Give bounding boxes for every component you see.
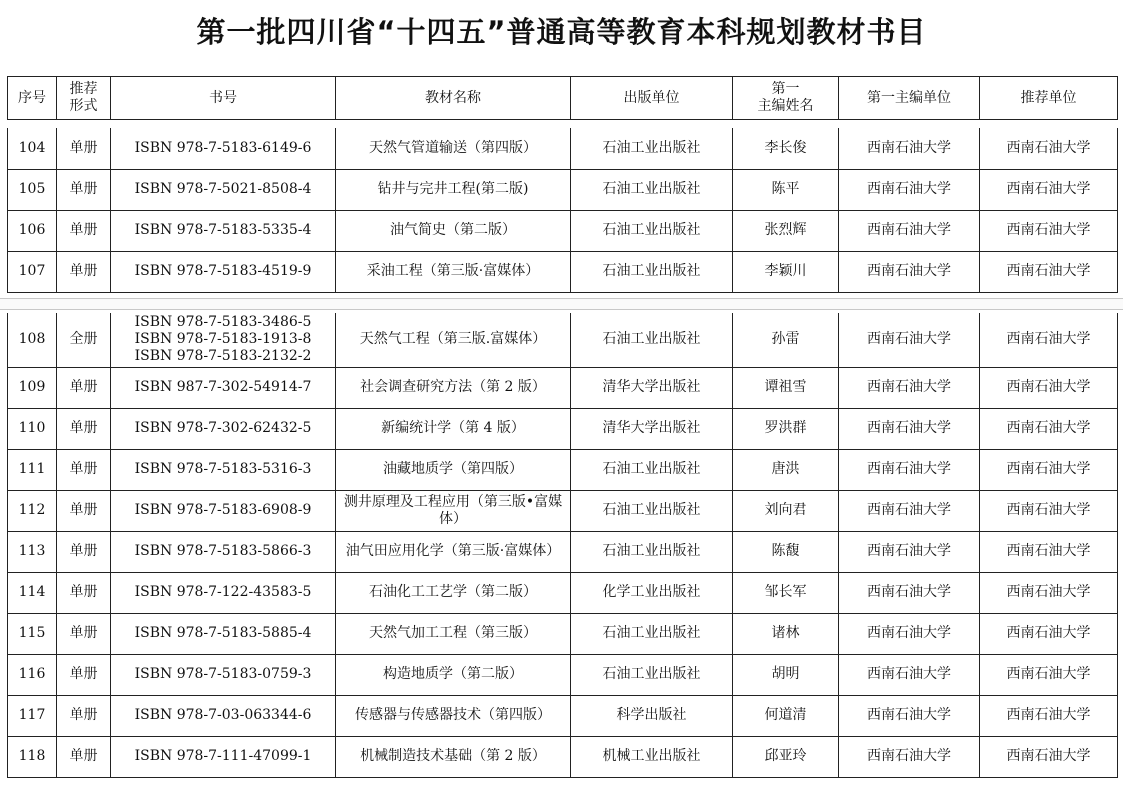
cell-form: 单册 — [57, 408, 111, 449]
cell-editor-unit: 西南石油大学 — [839, 695, 980, 736]
cell-recommender: 西南石油大学 — [980, 408, 1118, 449]
cell-form: 单册 — [57, 572, 111, 613]
cell-editor-unit: 西南石油大学 — [839, 449, 980, 490]
cell-recommender: 西南石油大学 — [980, 128, 1118, 169]
cell-recommender: 西南石油大学 — [980, 572, 1118, 613]
table-row — [8, 128, 1118, 169]
cell-name: 油气田应用化学（第三版·富媒体） — [336, 531, 571, 572]
cell-isbn: ISBN 978-7-302-62432-5 — [111, 408, 336, 449]
table-row — [8, 169, 1118, 210]
cell-form: 单册 — [57, 613, 111, 654]
header-recommender: 推荐单位 — [980, 77, 1118, 120]
page-break — [0, 298, 1123, 310]
cell-publisher: 石油工业出版社 — [571, 128, 733, 169]
cell-editor-unit: 西南石油大学 — [839, 572, 980, 613]
cell-seq: 105 — [8, 169, 57, 210]
cell-editor: 邱亚玲 — [733, 736, 839, 777]
cell-seq: 118 — [8, 736, 57, 777]
cell-recommender: 西南石油大学 — [980, 449, 1118, 490]
cell-publisher: 清华大学出版社 — [571, 367, 733, 408]
cell-isbn: ISBN 978-7-5183-6908-9 — [111, 490, 336, 531]
cell-form: 单册 — [57, 695, 111, 736]
cell-publisher: 石油工业出版社 — [571, 169, 733, 210]
table-row — [8, 313, 1118, 367]
cell-publisher: 石油工业出版社 — [571, 531, 733, 572]
cell-form: 单册 — [57, 210, 111, 251]
table-row — [8, 367, 1118, 408]
cell-editor: 李颖川 — [733, 251, 839, 292]
header-isbn: 书号 — [111, 77, 336, 120]
cell-form: 单册 — [57, 654, 111, 695]
cell-isbn: ISBN 978-7-5183-0759-3 — [111, 654, 336, 695]
cell-publisher: 化学工业出版社 — [571, 572, 733, 613]
cell-recommender: 西南石油大学 — [980, 169, 1118, 210]
cell-name: 天然气管道输送（第四版） — [336, 128, 571, 169]
cell-name: 钻井与完井工程(第二版) — [336, 169, 571, 210]
cell-editor: 胡明 — [733, 654, 839, 695]
cell-editor: 邹长军 — [733, 572, 839, 613]
cell-editor-unit: 西南石油大学 — [839, 169, 980, 210]
cell-seq: 110 — [8, 408, 57, 449]
cell-editor-unit: 西南石油大学 — [839, 736, 980, 777]
table-block-b — [7, 313, 1118, 778]
cell-recommender: 西南石油大学 — [980, 251, 1118, 292]
cell-editor: 张烈辉 — [733, 210, 839, 251]
table-row — [8, 654, 1118, 695]
cell-recommender: 西南石油大学 — [980, 367, 1118, 408]
cell-editor-unit: 西南石油大学 — [839, 613, 980, 654]
cell-name: 采油工程（第三版·富媒体） — [336, 251, 571, 292]
cell-seq: 113 — [8, 531, 57, 572]
cell-name: 构造地质学（第二版） — [336, 654, 571, 695]
cell-form: 单册 — [57, 490, 111, 531]
table-row — [8, 572, 1118, 613]
cell-editor: 李长俊 — [733, 128, 839, 169]
cell-name: 传感器与传感器技术（第四版） — [336, 695, 571, 736]
header-form: 推荐 形式 — [57, 77, 111, 120]
cell-name: 新编统计学（第 4 版） — [336, 408, 571, 449]
cell-publisher: 机械工业出版社 — [571, 736, 733, 777]
cell-form: 单册 — [57, 531, 111, 572]
cell-recommender: 西南石油大学 — [980, 613, 1118, 654]
cell-name: 石油化工工艺学（第二版） — [336, 572, 571, 613]
cell-seq: 112 — [8, 490, 57, 531]
cell-isbn: ISBN 987-7-302-54914-7 — [111, 367, 336, 408]
cell-recommender: 西南石油大学 — [980, 313, 1118, 367]
cell-name: 油藏地质学（第四版） — [336, 449, 571, 490]
cell-name: 油气简史（第二版） — [336, 210, 571, 251]
cell-editor-unit: 西南石油大学 — [839, 531, 980, 572]
cell-editor: 陈馥 — [733, 531, 839, 572]
header-editor: 第一 主编姓名 — [733, 77, 839, 120]
cell-publisher: 石油工业出版社 — [571, 251, 733, 292]
cell-isbn: ISBN 978-7-5183-6149-6 — [111, 128, 336, 169]
header-editor-unit: 第一主编单位 — [839, 77, 980, 120]
cell-seq: 106 — [8, 210, 57, 251]
cell-recommender: 西南石油大学 — [980, 654, 1118, 695]
cell-isbn: ISBN 978-7-5183-5316-3 — [111, 449, 336, 490]
table-row — [8, 251, 1118, 292]
cell-form: 单册 — [57, 736, 111, 777]
cell-isbn: ISBN 978-7-5183-5866-3 — [111, 531, 336, 572]
cell-editor-unit: 西南石油大学 — [839, 251, 980, 292]
table-row — [8, 695, 1118, 736]
page-title: 第一批四川省“十四五”普通高等教育本科规划教材书目 — [196, 15, 927, 49]
cell-publisher: 石油工业出版社 — [571, 210, 733, 251]
cell-publisher: 石油工业出版社 — [571, 449, 733, 490]
table-row — [8, 736, 1118, 777]
cell-publisher: 清华大学出版社 — [571, 408, 733, 449]
cell-name: 天然气加工工程（第三版） — [336, 613, 571, 654]
cell-editor-unit: 西南石油大学 — [839, 490, 980, 531]
cell-seq: 116 — [8, 654, 57, 695]
cell-editor-unit: 西南石油大学 — [839, 313, 980, 367]
cell-seq: 108 — [8, 313, 57, 367]
cell-isbn: ISBN 978-7-5183-5885-4 — [111, 613, 336, 654]
cell-form: 单册 — [57, 169, 111, 210]
cell-seq: 109 — [8, 367, 57, 408]
cell-recommender: 西南石油大学 — [980, 736, 1118, 777]
table-row — [8, 449, 1118, 490]
cell-seq: 111 — [8, 449, 57, 490]
table-row — [8, 210, 1118, 251]
cell-name: 社会调查研究方法（第 2 版） — [336, 367, 571, 408]
cell-publisher: 石油工业出版社 — [571, 313, 733, 367]
cell-form: 单册 — [57, 251, 111, 292]
cell-recommender: 西南石油大学 — [980, 695, 1118, 736]
cell-publisher: 石油工业出版社 — [571, 654, 733, 695]
cell-seq: 104 — [8, 128, 57, 169]
cell-isbn: ISBN 978-7-5183-4519-9 — [111, 251, 336, 292]
cell-seq: 117 — [8, 695, 57, 736]
cell-seq: 114 — [8, 572, 57, 613]
table-row — [8, 613, 1118, 654]
cell-name: 天然气工程（第三版.富媒体） — [336, 313, 571, 367]
cell-isbn: ISBN 978-7-122-43583-5 — [111, 572, 336, 613]
cell-editor: 陈平 — [733, 169, 839, 210]
cell-name: 测井原理及工程应用（第三版•富媒体） — [336, 490, 571, 531]
cell-isbn: ISBN 978-7-03-063344-6 — [111, 695, 336, 736]
cell-editor-unit: 西南石油大学 — [839, 210, 980, 251]
header-publisher: 出版单位 — [571, 77, 733, 120]
cell-form: 单册 — [57, 449, 111, 490]
cell-editor: 何道清 — [733, 695, 839, 736]
cell-form: 单册 — [57, 367, 111, 408]
cell-seq: 115 — [8, 613, 57, 654]
cell-recommender: 西南石油大学 — [980, 210, 1118, 251]
cell-isbn — [111, 313, 336, 367]
cell-form: 全册 — [57, 313, 111, 367]
header-seq: 序号 — [8, 77, 57, 120]
table-row — [8, 531, 1118, 572]
table-block-a — [7, 128, 1118, 293]
cell-publisher: 石油工业出版社 — [571, 613, 733, 654]
cell-isbn: ISBN 978-7-5183-5335-4 — [111, 210, 336, 251]
cell-publisher: 石油工业出版社 — [571, 490, 733, 531]
cell-publisher: 科学出版社 — [571, 695, 733, 736]
cell-isbn: ISBN 978-7-111-47099-1 — [111, 736, 336, 777]
cell-editor-unit: 西南石油大学 — [839, 408, 980, 449]
cell-editor-unit: 西南石油大学 — [839, 367, 980, 408]
table-row — [8, 490, 1118, 531]
cell-editor: 罗洪群 — [733, 408, 839, 449]
cell-editor: 诸林 — [733, 613, 839, 654]
cell-editor: 孙雷 — [733, 313, 839, 367]
isbn-line: ISBN 978-7-5183-1913-8 — [134, 331, 312, 348]
cell-form: 单册 — [57, 128, 111, 169]
table-header — [7, 76, 1118, 120]
cell-editor-unit: 西南石油大学 — [839, 128, 980, 169]
cell-name: 机械制造技术基础（第 2 版） — [336, 736, 571, 777]
cell-editor: 刘向君 — [733, 490, 839, 531]
cell-editor: 唐洪 — [733, 449, 839, 490]
header-name: 教材名称 — [336, 77, 571, 120]
cell-recommender: 西南石油大学 — [980, 490, 1118, 531]
isbn-line: ISBN 978-7-5183-3486-5 — [134, 314, 312, 331]
cell-seq: 107 — [8, 251, 57, 292]
isbn-line: ISBN 978-7-5183-2132-2 — [134, 348, 312, 365]
cell-isbn: ISBN 978-7-5021-8508-4 — [111, 169, 336, 210]
cell-editor: 谭祖雪 — [733, 367, 839, 408]
cell-editor-unit: 西南石油大学 — [839, 654, 980, 695]
table-row — [8, 408, 1118, 449]
cell-recommender: 西南石油大学 — [980, 531, 1118, 572]
